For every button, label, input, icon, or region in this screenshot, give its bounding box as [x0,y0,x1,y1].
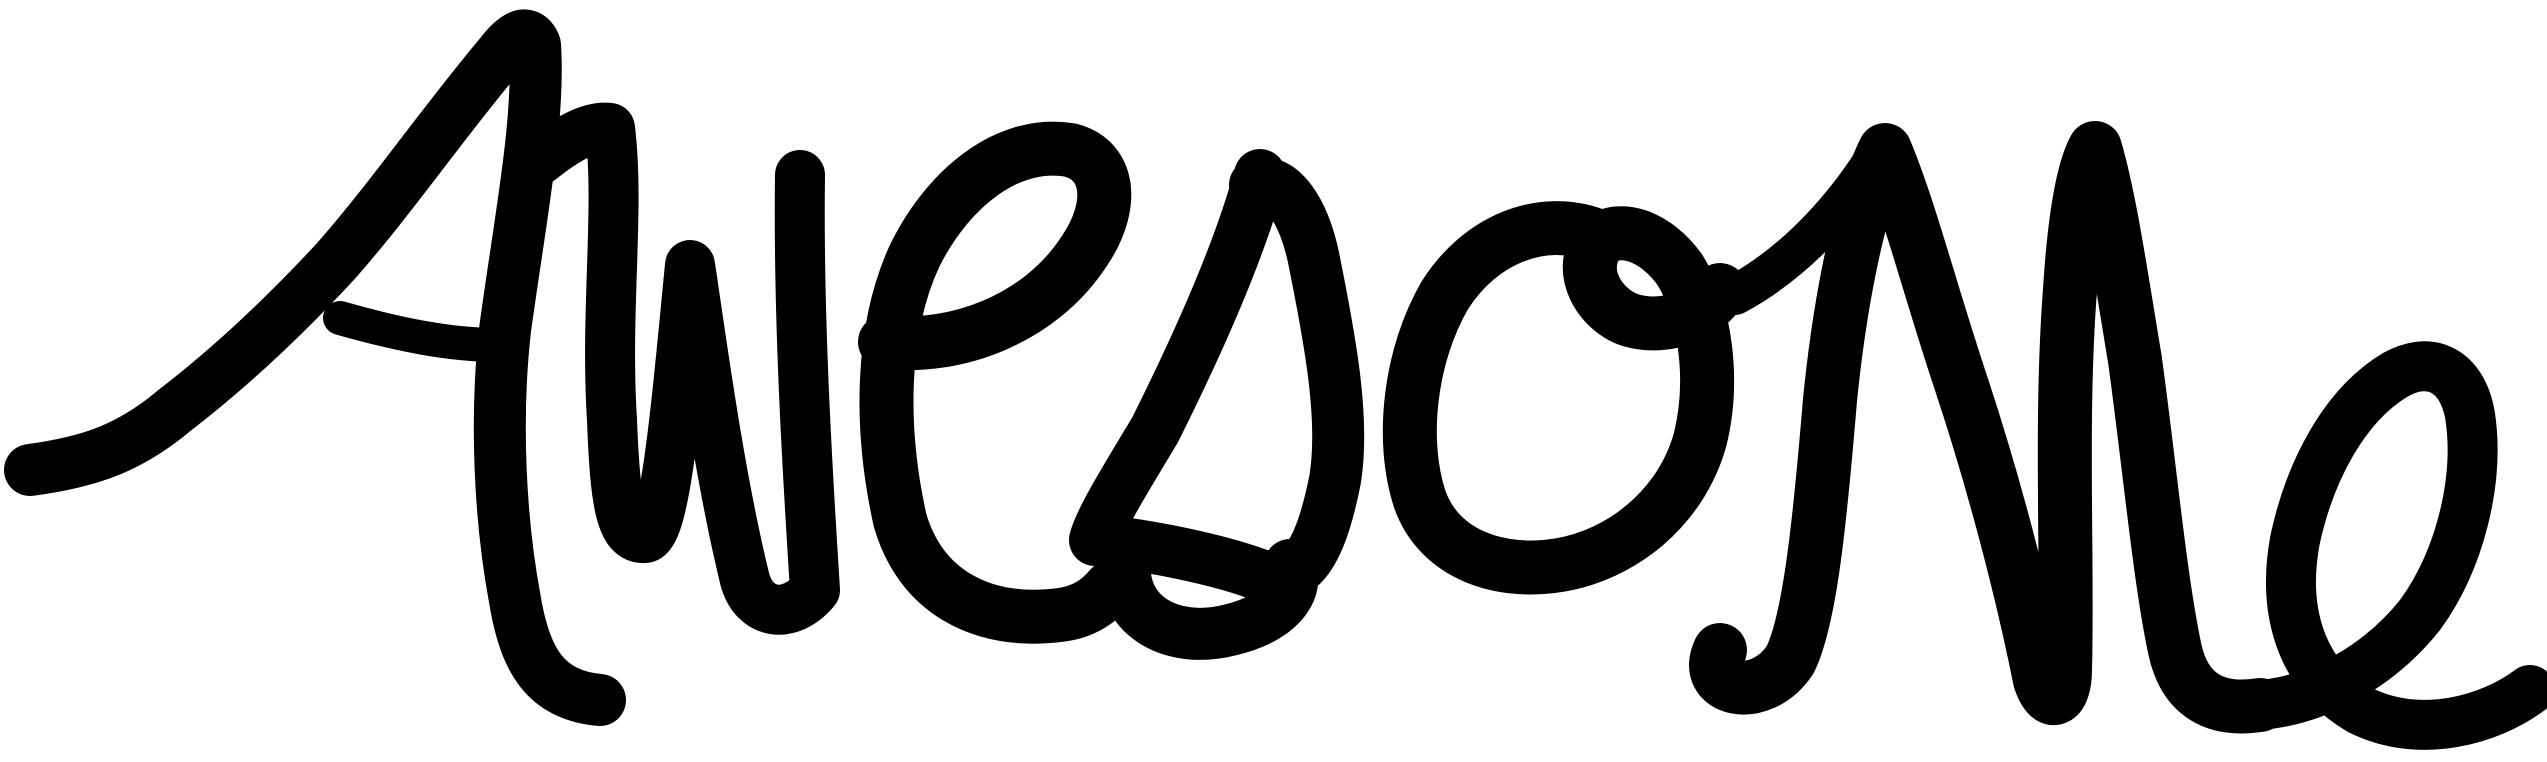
letter-e-final [2260,366,2530,725]
letter-a [30,35,600,700]
letter-s [1095,175,1338,634]
letter-w [540,128,815,610]
